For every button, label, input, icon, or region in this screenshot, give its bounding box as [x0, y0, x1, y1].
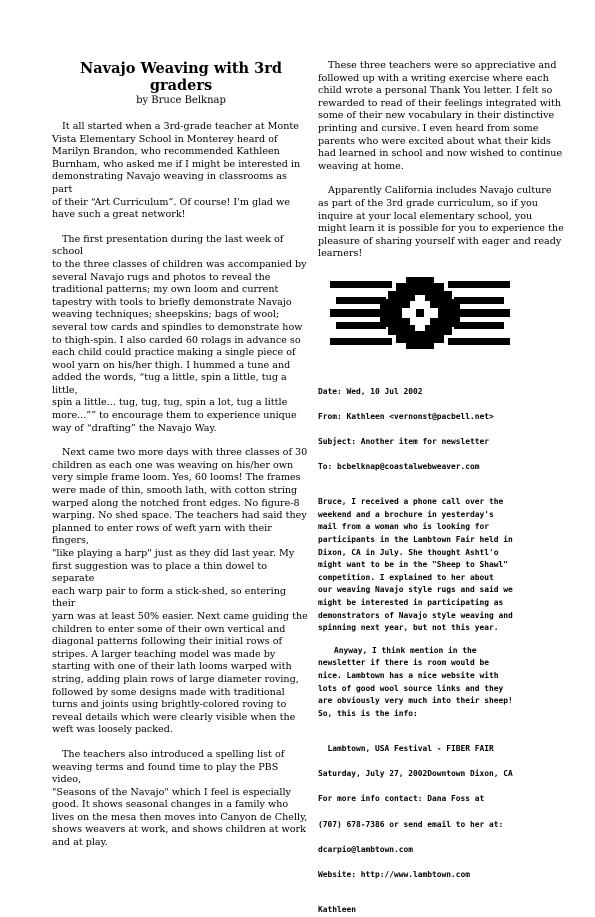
event-email: dcarpio@lambtown.com: [318, 844, 414, 854]
article-paragraph: The teachers also introduced a spelling list of weaving terms and found time to play the PBS video, "Seasons of the Navajo" which I feel is especially good. It shows seasonal changes in a family who lives on the mesa then moves into Canyon de Chelly, shows weavers at work, and shows children at work and at play.: [52, 748, 308, 849]
email-header: [318, 373, 570, 486]
event-phone: (707) 678-7386 or send email to her at:: [318, 819, 504, 829]
right-column: [318, 60, 570, 917]
email-paragraph: Anyway, I think mention in the newsletter if there is room would be nice. Lambtown has a nice website with lots of good wool source links and they are obviously very much into their sheep! So, this is the info:: [318, 645, 513, 718]
article-paragraph: These three teachers were so appreciative and followed up with a writing exercise where each child wrote a personal Thank You letter. I felt so rewarded to read of their feelings integrated with some of their new vocabulary in their distinctive printing and cursive. I even heard from some parents who were excited about what their kids had learned in school and now wished to continue weaving at home.: [318, 60, 563, 172]
email-from: From: Kathleen <vernonst@pacbell.net>: [318, 411, 494, 421]
article-title: Navajo Weaving with 3rd graders: [80, 60, 282, 94]
event-contact: For more info contact: Dana Foss at: [318, 794, 485, 804]
article-paragraph: Next came two more days with three classes of 30 children as each one was weaving on his/her own very simple frame loom. Yes, 60 looms! The frames were made of thin, smooth lath, with cotton string warped along the notched front edges. No figure-8 warping. No shed space. The teachers had said they planned to enter rows of weft yarn with their fingers, "like playing a harp" just as they did last year. My first suggestion was to place a thin dowel to separate each warp pair to form a stick-shed, so entering their yarn was at least 50% easier. Next came guiding the children to enter some of their own vertical and diagonal patterns following their initial rows of stripes. A larger teaching model was made by starting with one of their lath looms warped with string, adding plain rows of large diameter roving, followed by some designs made with traditional turns and joints using brightly-colored roving to reveal details which were clearly visible when the weft was loosely packed.: [52, 447, 308, 736]
article-byline: by Bruce Belknap: [136, 95, 226, 106]
article-paragraph: Apparently California includes Navajo culture as part of the 3rd grade curriculum, so if you inquire at your local elementary school, you might learn it is possible for you to experience the pleasure of sharing yourself with eager and ready learners!: [318, 185, 564, 260]
event-title: Lambtown, USA Festival - FIBER FAIR: [318, 743, 494, 753]
event-info: [318, 730, 570, 894]
article-paragraph: It all started when a 3rd-grade teacher at Monte Vista Elementary School in Monterey heard of Marilyn Brandon, who recommended Kathleen Burnham, who asked me if I might be interested in demonstrating Navajo weaving in classrooms as part of their “Art Curriculum”. Of course! I'm glad we have such a great network!: [52, 121, 301, 221]
email-paragraph: Bruce, I received a phone call over the weekend and a brochure in yesterday's mail from a woman who is looking for participants in the Lambtown Fair held in Dixon, CA in July. She thought Ashtl'o might want to be in the "Sheep to Shawl" competition. I explained to her about our weaving Navajo style rugs and said we might be interested in participating as demonstrators of Navajo style weaving and spinning next year, but not this year.: [318, 497, 513, 633]
email-signature: Kathleen: [318, 905, 357, 915]
navajo-weaving-motif-icon: [330, 273, 510, 353]
email-subject: Subject: Another item for newsletter: [318, 436, 490, 446]
article-column: [52, 60, 310, 862]
article-paragraph: The first presentation during the last week of school to the three classes of children was accompanied by several Navajo rugs and photos to reveal the traditional patterns; my own loom and current tapestry with tools to briefly demonstrate Navajo weaving techniques; sheepskins; bags of wool; several tow cards and spindles to demonstrate how to thigh-spin. I also carded 60 rolags in advance so each child could practice making a single piece of wool yarn on his/her thigh. I hummed a tune and added the words, “tug a little, spin a little, tug a little, spin a little... tug, tug, tug, spin a lot, tug a little more...”” to encourage them to experience unique way of “drafting” the Navajo Way.: [52, 233, 307, 434]
email-date: Date: Wed, 10 Jul 2002: [318, 386, 423, 396]
email-to: To: bcbelknap@coastalwebweaver.com: [318, 462, 480, 472]
event-website: Website: http://www.lambtown.com: [318, 869, 471, 879]
event-date-location: Saturday, July 27, 2002Downtown Dixon, CA: [318, 769, 513, 779]
